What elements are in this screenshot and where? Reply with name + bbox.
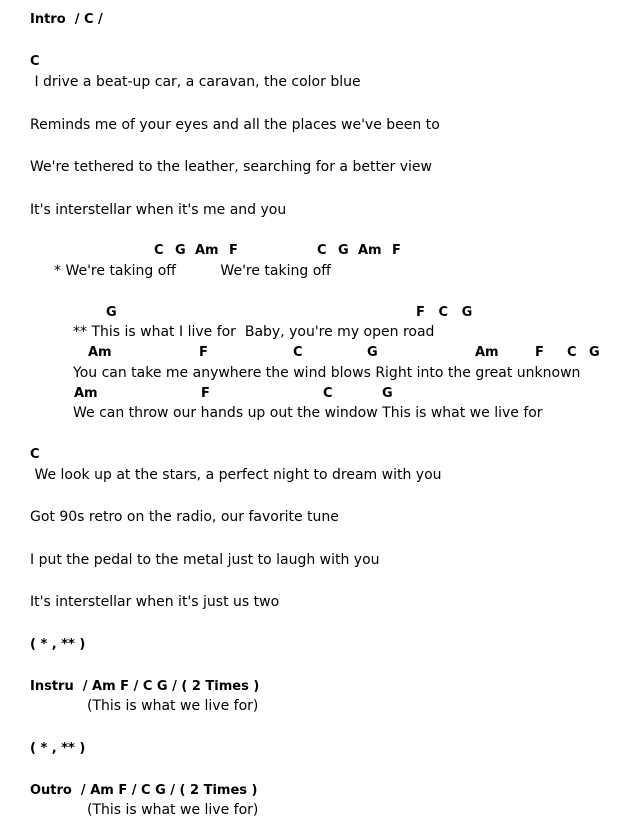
verse1-line-3: We're tethered to the leather, searching for a better view [30,159,432,175]
prechorus-lyric: * We're taking off We're taking off [54,263,331,279]
prechorus-chord: F [229,243,238,258]
chorus-line3-chord: C [323,386,333,401]
repeat-marker: ( * , ** ) [30,741,86,756]
verse1-line-4: It's interstellar when it's me and you [30,202,287,218]
chorus-line3-chord: G [382,386,393,401]
chorus-line2-chord: C [567,345,577,360]
chorus-line2-chord: Am [475,345,499,360]
verse2-line-2: Got 90s retro on the radio, our favorite tune [30,509,339,525]
verse2-line-4: It's interstellar when it's just us two [30,594,280,610]
prechorus-chord: F [392,243,401,258]
chorus-line2-chord: C [293,345,303,360]
verse1-chord: C [30,54,40,69]
intro-line: Intro / C / [30,12,103,27]
chorus-line3-chord: F [201,386,210,401]
chorus-line1-chords-end: F C G [416,305,473,320]
prechorus-chord: Am [195,243,219,258]
chorus-line2-chord: F [535,345,544,360]
verse2-line-3: I put the pedal to the metal just to laugh with you [30,552,380,568]
verse2-line-1: We look up at the stars, a perfect night to dream with you [30,467,442,483]
repeat-marker: ( * , ** ) [30,637,86,652]
prechorus-chord: Am [358,243,382,258]
outro-line: Outro / Am F / C G / ( 2 Times ) [30,783,258,798]
verse1-line-2: Reminds me of your eyes and all the places we've been to [30,117,440,133]
chorus-line-1: ** This is what I live for Baby, you're my open road [73,324,435,340]
verse1-line-1: I drive a beat-up car, a caravan, the color blue [30,74,361,90]
prechorus-chord: C [317,243,327,258]
chorus-line2-chord: F [199,345,208,360]
chorus-line3-chord: Am [74,386,98,401]
outro-note: (This is what we live for) [87,802,259,818]
chorus-line1-chord: G [106,305,117,320]
chorus-line2-chord: G [589,345,600,360]
prechorus-chord: C [154,243,164,258]
instru-line: Instru / Am F / C G / ( 2 Times ) [30,679,260,694]
chorus-line-3: We can throw our hands up out the window This is what we live for [73,405,543,421]
prechorus-chord: G [338,243,349,258]
chorus-line-2: You can take me anywhere the wind blows Right into the great unknown [73,365,581,381]
prechorus-chord: G [175,243,186,258]
verse2-chord: C [30,447,40,462]
chorus-line2-chord: G [367,345,378,360]
chorus-line2-chord: Am [88,345,112,360]
instru-note: (This is what we live for) [87,698,259,714]
